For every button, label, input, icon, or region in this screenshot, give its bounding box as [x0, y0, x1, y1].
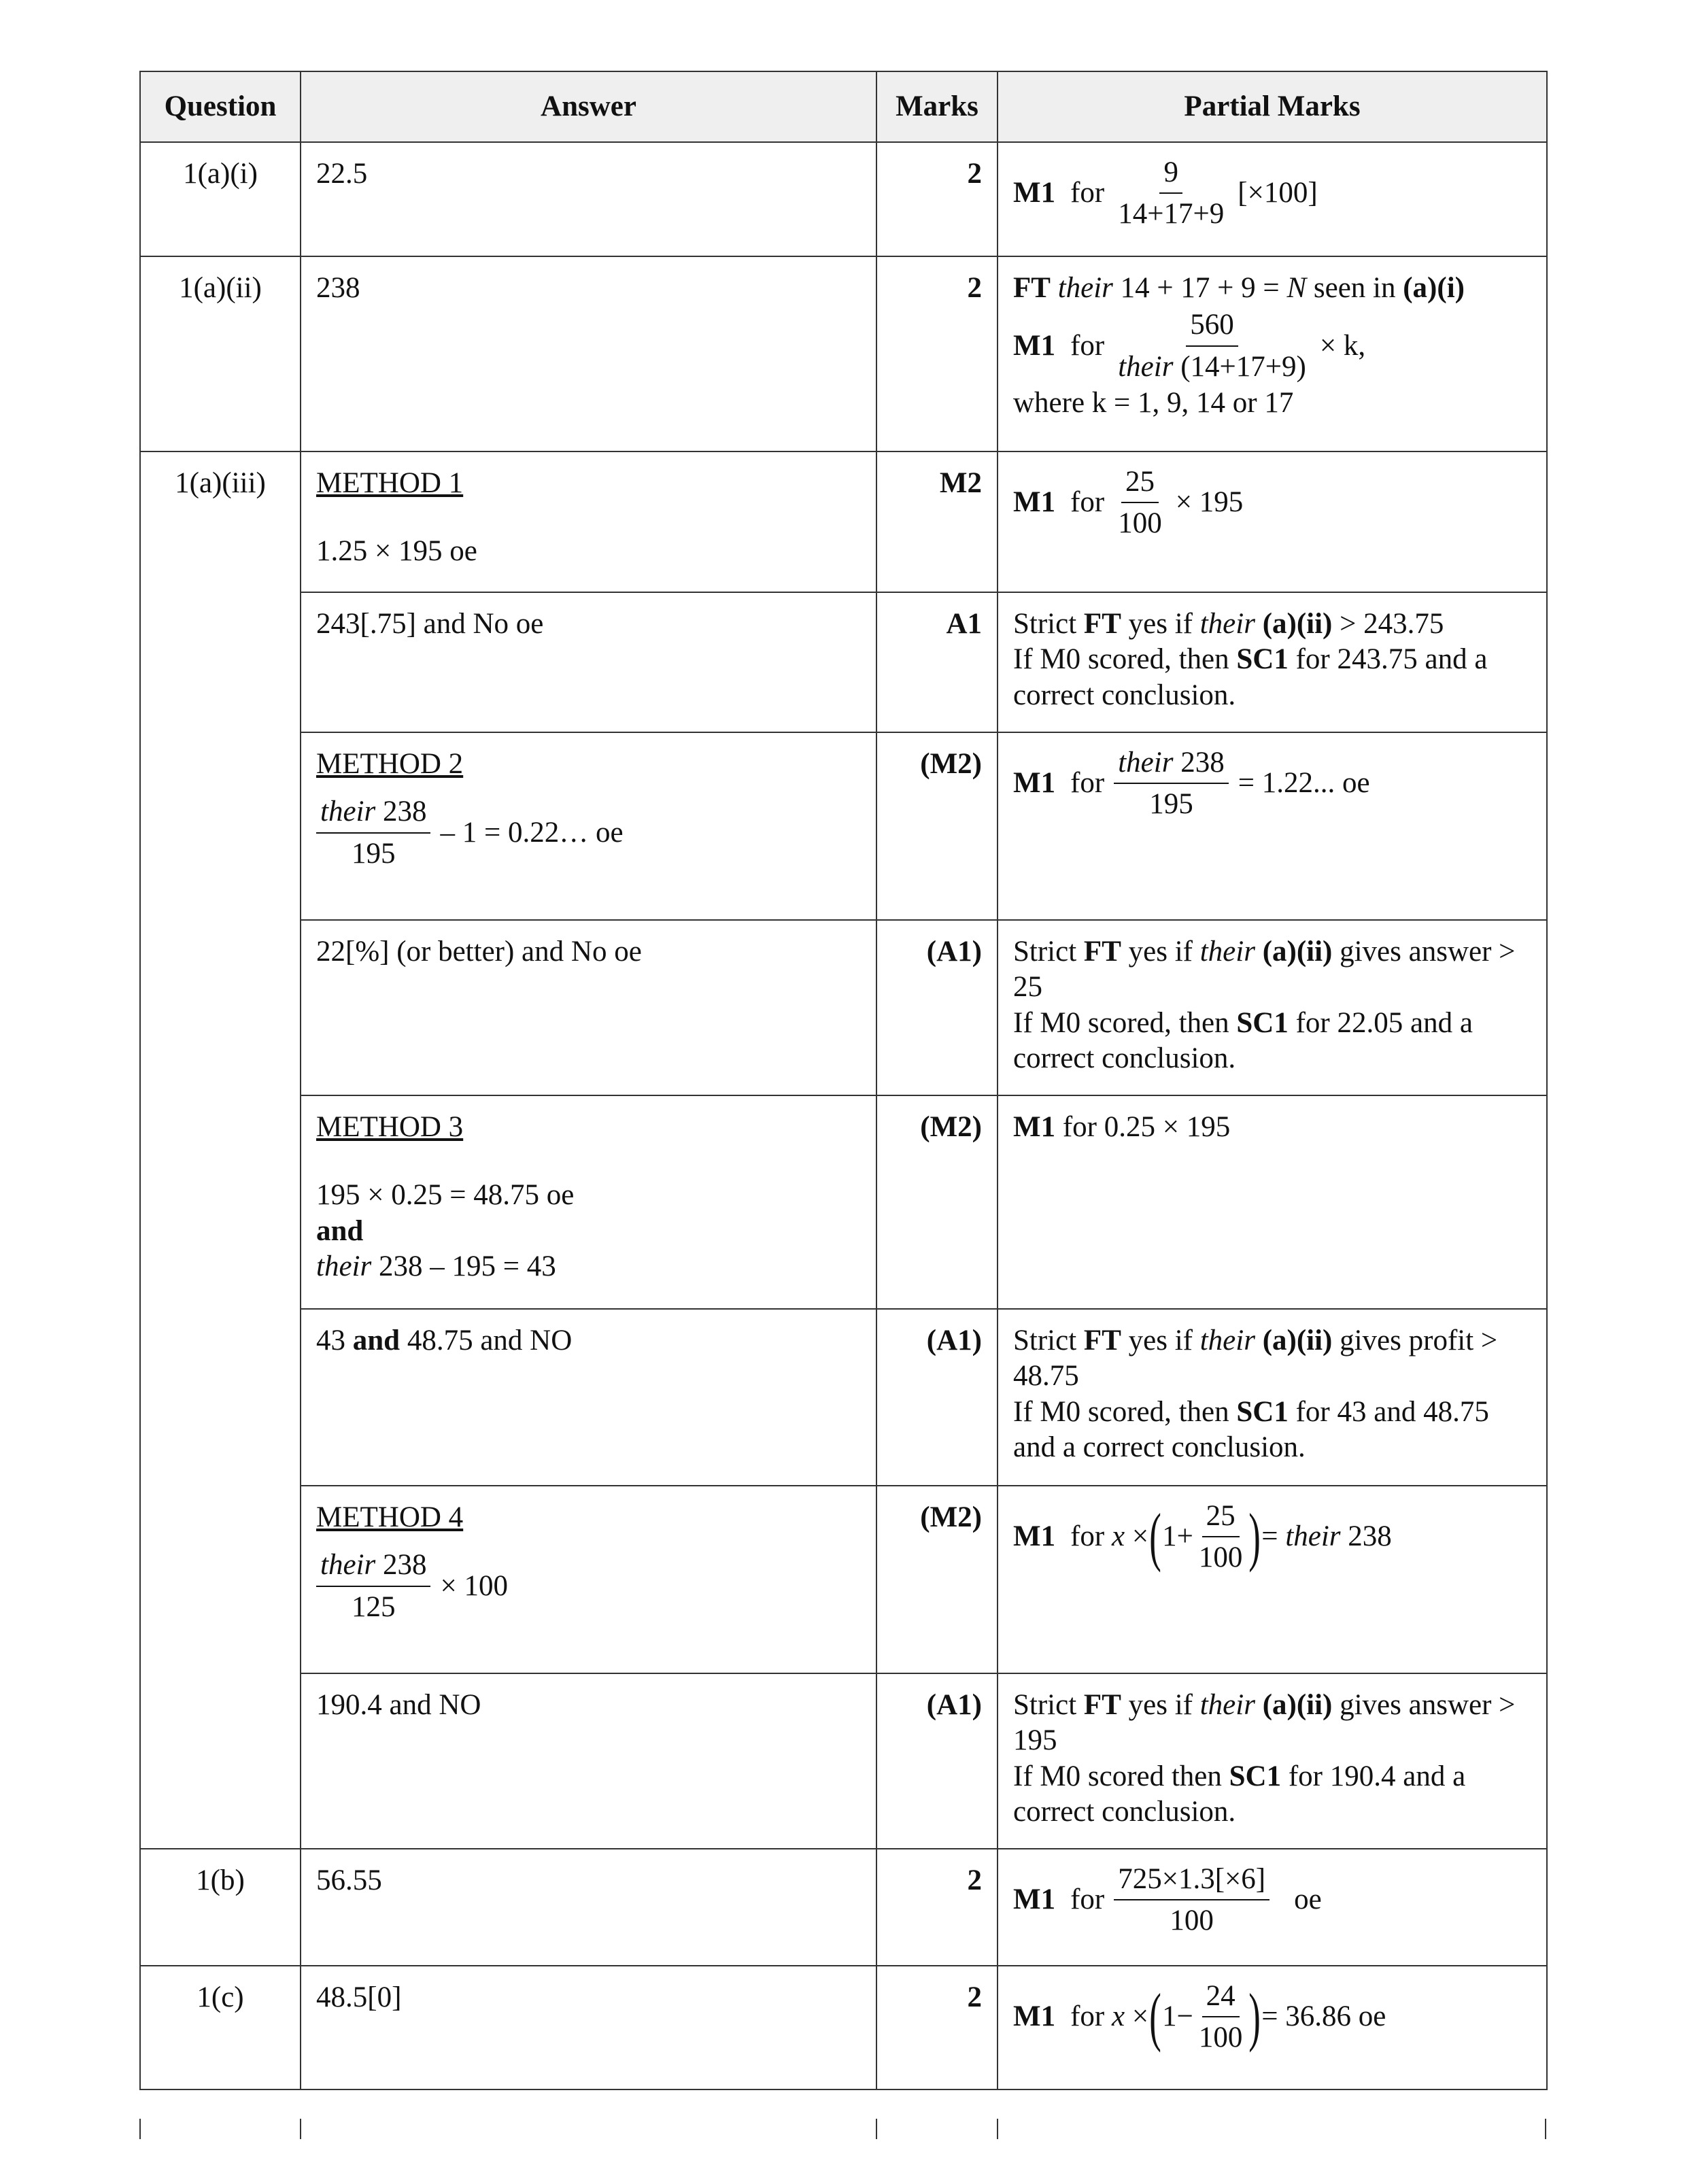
- partial-marks-cell: [998, 1486, 1547, 1673]
- their-text: their: [320, 796, 376, 828]
- answer-cell: [301, 451, 876, 592]
- table-continuation-line: [997, 2119, 998, 2139]
- their-value: 238: [1348, 1520, 1392, 1553]
- marks-cell: A1: [876, 592, 998, 732]
- marks-cell: 2: [876, 1849, 998, 1966]
- partial-marks-line: [1013, 156, 1531, 231]
- fraction-tail: oe: [1294, 1883, 1322, 1916]
- partial-marks-cell: [998, 256, 1547, 451]
- answer-line: [316, 796, 861, 870]
- their-text: their: [316, 1250, 372, 1283]
- fraction-numerator: 25: [1202, 1500, 1240, 1537]
- for-text: for: [1070, 329, 1105, 362]
- question-reference: (a)(ii): [1262, 936, 1333, 968]
- fraction-numerator: [316, 796, 430, 833]
- left-paren-icon: (: [1149, 1500, 1161, 1573]
- fraction: [1195, 1980, 1247, 2054]
- fraction-denominator: 125: [351, 1590, 396, 1623]
- question-reference: (a)(ii): [1262, 1325, 1333, 1357]
- sc-code: SC1: [1229, 1760, 1282, 1792]
- times-k-text: × k,: [1319, 329, 1366, 362]
- answer-cell: 48.5[0]: [301, 1966, 876, 2089]
- their-text: their: [1057, 272, 1113, 304]
- fraction-numerator: 560: [1186, 309, 1238, 346]
- sc-text: for 243.75 and a correct conclusion.: [1013, 643, 1488, 711]
- fraction-tail: [×100]: [1238, 177, 1318, 209]
- fraction: [1195, 1500, 1247, 1574]
- table-row: [140, 256, 1547, 451]
- their-text: their: [1199, 936, 1255, 968]
- sc-text: for 190.4 and a correct conclusion.: [1013, 1760, 1466, 1828]
- partial-marks-line: [1013, 271, 1531, 306]
- fraction-denominator: 195: [1149, 788, 1193, 821]
- table-row: [140, 1486, 1547, 1673]
- mark-code: M1: [1013, 1883, 1056, 1916]
- partial-marks-line: [1013, 1006, 1531, 1077]
- table-continuation-line: [876, 2119, 877, 2139]
- answer-cell: 190.4 and NO: [301, 1673, 876, 1849]
- answer-cell: [301, 1095, 876, 1309]
- fraction-numerator: 9: [1159, 156, 1182, 194]
- partial-marks-line: [1013, 1980, 1531, 2054]
- partial-marks-line: [1013, 642, 1531, 713]
- their-text: their: [320, 1549, 376, 1582]
- marks-cell: (M2): [876, 1486, 998, 1673]
- where-text: where k = 1, 9, 14 or 17: [1013, 387, 1294, 420]
- question-number: 1(a)(i): [140, 142, 301, 256]
- partial-marks-line: [1013, 1863, 1531, 1937]
- question-number: 1(a)(iii): [140, 451, 301, 1849]
- header-question: Question: [140, 71, 301, 142]
- fraction-denominator: 100: [1170, 1905, 1214, 1937]
- strict-text: Strict: [1013, 1689, 1077, 1721]
- ft-code: FT: [1083, 1689, 1121, 1721]
- times-sign: ×: [1131, 2000, 1149, 2033]
- answer-cell: [301, 1486, 876, 1673]
- seen-text: seen in: [1313, 272, 1396, 304]
- fraction: [1114, 1863, 1269, 1937]
- marks-cell: (M2): [876, 732, 998, 920]
- partial-marks-line: [1013, 1500, 1531, 1574]
- answer-line: [316, 1549, 861, 1623]
- ft-code: FT: [1083, 936, 1121, 968]
- header-answer: Answer: [301, 71, 876, 142]
- method-title: METHOD 4: [316, 1501, 464, 1533]
- numerator-value: 238: [382, 796, 427, 828]
- fraction-tail: × 100: [440, 1569, 508, 1602]
- mark-code: M1: [1013, 177, 1056, 209]
- partial-marks-cell: [998, 1849, 1547, 1966]
- mark-scheme-table: [139, 71, 1548, 2090]
- condition-value: > 243.75: [1340, 608, 1444, 640]
- right-paren-icon: ): [1248, 1500, 1261, 1573]
- partial-marks-line: [1013, 309, 1531, 383]
- condition-text: yes if: [1128, 608, 1193, 640]
- fraction-denominator: 100: [1198, 1541, 1243, 1574]
- sc-text: for 43 and 48.75 and a correct conclusion.: [1013, 1395, 1489, 1464]
- fraction-numerator: [316, 1549, 430, 1586]
- partial-marks-line: [1013, 1759, 1531, 1830]
- marks-cell: (A1): [876, 1673, 998, 1849]
- table-row: [140, 920, 1547, 1095]
- fraction-tail: – 1 = 0.22… oe: [440, 816, 624, 849]
- table-row: [140, 1309, 1547, 1486]
- for-text: for: [1070, 1883, 1105, 1916]
- ft-code: FT: [1083, 608, 1121, 640]
- answer-value: 43: [316, 1325, 345, 1357]
- fraction-tail: = 1.22... oe: [1238, 767, 1370, 800]
- fraction-denominator: 14+17+9: [1118, 198, 1225, 231]
- sc-code: SC1: [1236, 1006, 1289, 1039]
- strict-text: Strict: [1013, 608, 1077, 640]
- table-header-row: [140, 71, 1547, 142]
- their-text: their: [1199, 1689, 1255, 1721]
- n-variable: N: [1286, 272, 1307, 304]
- table-row: [140, 732, 1547, 920]
- one-plus: 1+: [1162, 1520, 1193, 1553]
- partial-marks-cell: [998, 920, 1547, 1095]
- fraction-denominator: [1114, 347, 1310, 383]
- fraction-denominator: 195: [351, 837, 396, 870]
- their-text: their: [1118, 747, 1174, 779]
- answer-expression: 238 – 195 = 43: [378, 1250, 556, 1283]
- table-continuation-line: [1545, 2119, 1546, 2139]
- table-row: [140, 1095, 1547, 1309]
- fraction: [316, 1549, 430, 1623]
- partial-marks-cell: [998, 592, 1547, 732]
- marks-cell: 2: [876, 1966, 998, 2089]
- denominator-expression: (14+17+9): [1180, 350, 1306, 383]
- table-continuation-line: [300, 2119, 301, 2139]
- condition-value: gives answer > 195: [1013, 1689, 1516, 1757]
- marks-cell: (A1): [876, 1309, 998, 1486]
- for-text: for: [1070, 1520, 1105, 1553]
- numerator-value: 238: [382, 1549, 427, 1582]
- partial-marks-cell: [998, 451, 1547, 592]
- strict-text: Strict: [1013, 1325, 1077, 1357]
- condition-text: yes if: [1128, 1325, 1193, 1357]
- answer-cell: 56.55: [301, 1849, 876, 1966]
- question-reference: (a)(ii): [1262, 1689, 1333, 1721]
- m0-text: If M0 scored, then: [1013, 1395, 1229, 1428]
- condition-value: gives answer > 25: [1013, 936, 1516, 1004]
- fraction-numerator: 25: [1121, 466, 1159, 503]
- one-minus: 1−: [1162, 2000, 1193, 2033]
- partial-marks-text: for 0.25 × 195: [1062, 1111, 1231, 1143]
- partial-marks-line: [1013, 466, 1531, 540]
- numerator-value: 238: [1180, 747, 1225, 779]
- mark-code: M1: [1013, 2000, 1056, 2033]
- mark-code: M1: [1013, 486, 1056, 519]
- marks-cell: (M2): [876, 1095, 998, 1309]
- answer-line: 195 × 0.25 = 48.75 oe: [316, 1179, 575, 1212]
- marks-cell: 2: [876, 256, 998, 451]
- fraction-tail: × 195: [1175, 486, 1244, 519]
- fraction: [1114, 309, 1310, 383]
- sc-code: SC1: [1236, 1395, 1289, 1428]
- method-title: METHOD 3: [316, 1111, 464, 1143]
- their-text: their: [1118, 350, 1174, 383]
- table-continuation-line: [139, 2119, 141, 2139]
- mark-code: M1: [1013, 767, 1056, 800]
- partial-marks-line: [1013, 747, 1531, 821]
- answer-cell: [301, 732, 876, 920]
- and-text: and: [316, 1214, 364, 1247]
- answer-cell: 243[.75] and No oe: [301, 592, 876, 732]
- fraction-denominator: 100: [1118, 507, 1162, 540]
- for-text: for: [1070, 767, 1105, 800]
- fraction: [1114, 156, 1228, 231]
- right-paren-icon: ): [1248, 1980, 1261, 2053]
- fraction: [316, 796, 430, 870]
- m0-text: If M0 scored, then: [1013, 643, 1229, 676]
- question-number: 1(c): [140, 1966, 301, 2089]
- fraction: [1114, 466, 1166, 540]
- table-row: [140, 451, 1547, 592]
- answer-value: 48.75 and NO: [407, 1325, 573, 1357]
- question-number: 1(b): [140, 1849, 301, 1966]
- partial-marks-cell: [998, 1673, 1547, 1849]
- partial-marks-cell: [998, 1966, 1547, 2089]
- table-row: [140, 592, 1547, 732]
- header-partial-marks: Partial Marks: [998, 71, 1547, 142]
- table-row: [140, 1966, 1547, 2089]
- sc-code: SC1: [1236, 643, 1289, 676]
- partial-marks-line: [1013, 1395, 1531, 1466]
- partial-marks-cell: [998, 732, 1547, 920]
- condition-text: yes if: [1128, 1689, 1193, 1721]
- mark-code: M1: [1013, 1520, 1056, 1553]
- x-variable: x: [1111, 2000, 1125, 2033]
- answer-line: 1.25 × 195 oe: [316, 535, 477, 568]
- m0-text: If M0 scored, then: [1013, 1006, 1229, 1039]
- answer-line: [316, 1249, 861, 1284]
- marks-cell: M2: [876, 451, 998, 592]
- fraction-denominator: 100: [1198, 2021, 1243, 2054]
- method-title: METHOD 2: [316, 748, 464, 780]
- for-text: for: [1070, 486, 1105, 519]
- for-text: for: [1070, 2000, 1105, 2033]
- x-variable: x: [1111, 1520, 1125, 1553]
- table-row: [140, 142, 1547, 256]
- marks-cell: 2: [876, 142, 998, 256]
- answer-cell: 22.5: [301, 142, 876, 256]
- ft-expression: 14 + 17 + 9 =: [1120, 272, 1280, 304]
- table-row: [140, 1673, 1547, 1849]
- fraction: [1114, 747, 1228, 821]
- m0-text: If M0 scored then: [1013, 1760, 1222, 1792]
- their-text: their: [1285, 1520, 1341, 1553]
- fraction-numerator: 725×1.3[×6]: [1114, 1863, 1269, 1900]
- times-sign: ×: [1131, 1520, 1149, 1553]
- ft-code: FT: [1013, 272, 1051, 304]
- fraction-numerator: [1114, 747, 1228, 784]
- ft-code: FT: [1083, 1325, 1121, 1357]
- mark-code: M1: [1013, 329, 1056, 362]
- mark-code: M1: [1013, 1111, 1056, 1143]
- their-text: their: [1199, 608, 1255, 640]
- strict-text: Strict: [1013, 936, 1077, 968]
- partial-marks-cell: [998, 1095, 1547, 1309]
- condition-value: gives profit > 48.75: [1013, 1325, 1498, 1393]
- their-text: their: [1199, 1325, 1255, 1357]
- fraction-numerator: 24: [1202, 1980, 1240, 2017]
- equals-sign: =: [1261, 1520, 1278, 1553]
- question-reference: (a)(i): [1403, 272, 1465, 304]
- left-paren-icon: (: [1149, 1980, 1161, 2053]
- question-number: 1(a)(ii): [140, 256, 301, 451]
- condition-text: yes if: [1128, 936, 1193, 968]
- method-title: METHOD 1: [316, 467, 464, 499]
- header-marks: Marks: [876, 71, 998, 142]
- and-text: and: [352, 1325, 401, 1357]
- fraction-tail: = 36.86 oe: [1261, 2000, 1386, 2033]
- partial-marks-cell: [998, 142, 1547, 256]
- question-reference: (a)(ii): [1262, 608, 1333, 640]
- partial-marks-cell: [998, 1309, 1547, 1486]
- marks-cell: (A1): [876, 920, 998, 1095]
- sc-text: for 22.05 and a correct conclusion.: [1013, 1006, 1473, 1075]
- for-text: for: [1070, 177, 1105, 209]
- answer-cell: 238: [301, 256, 876, 451]
- answer-cell: 22[%] (or better) and No oe: [301, 920, 876, 1095]
- table-row: [140, 1849, 1547, 1966]
- answer-cell: [301, 1309, 876, 1486]
